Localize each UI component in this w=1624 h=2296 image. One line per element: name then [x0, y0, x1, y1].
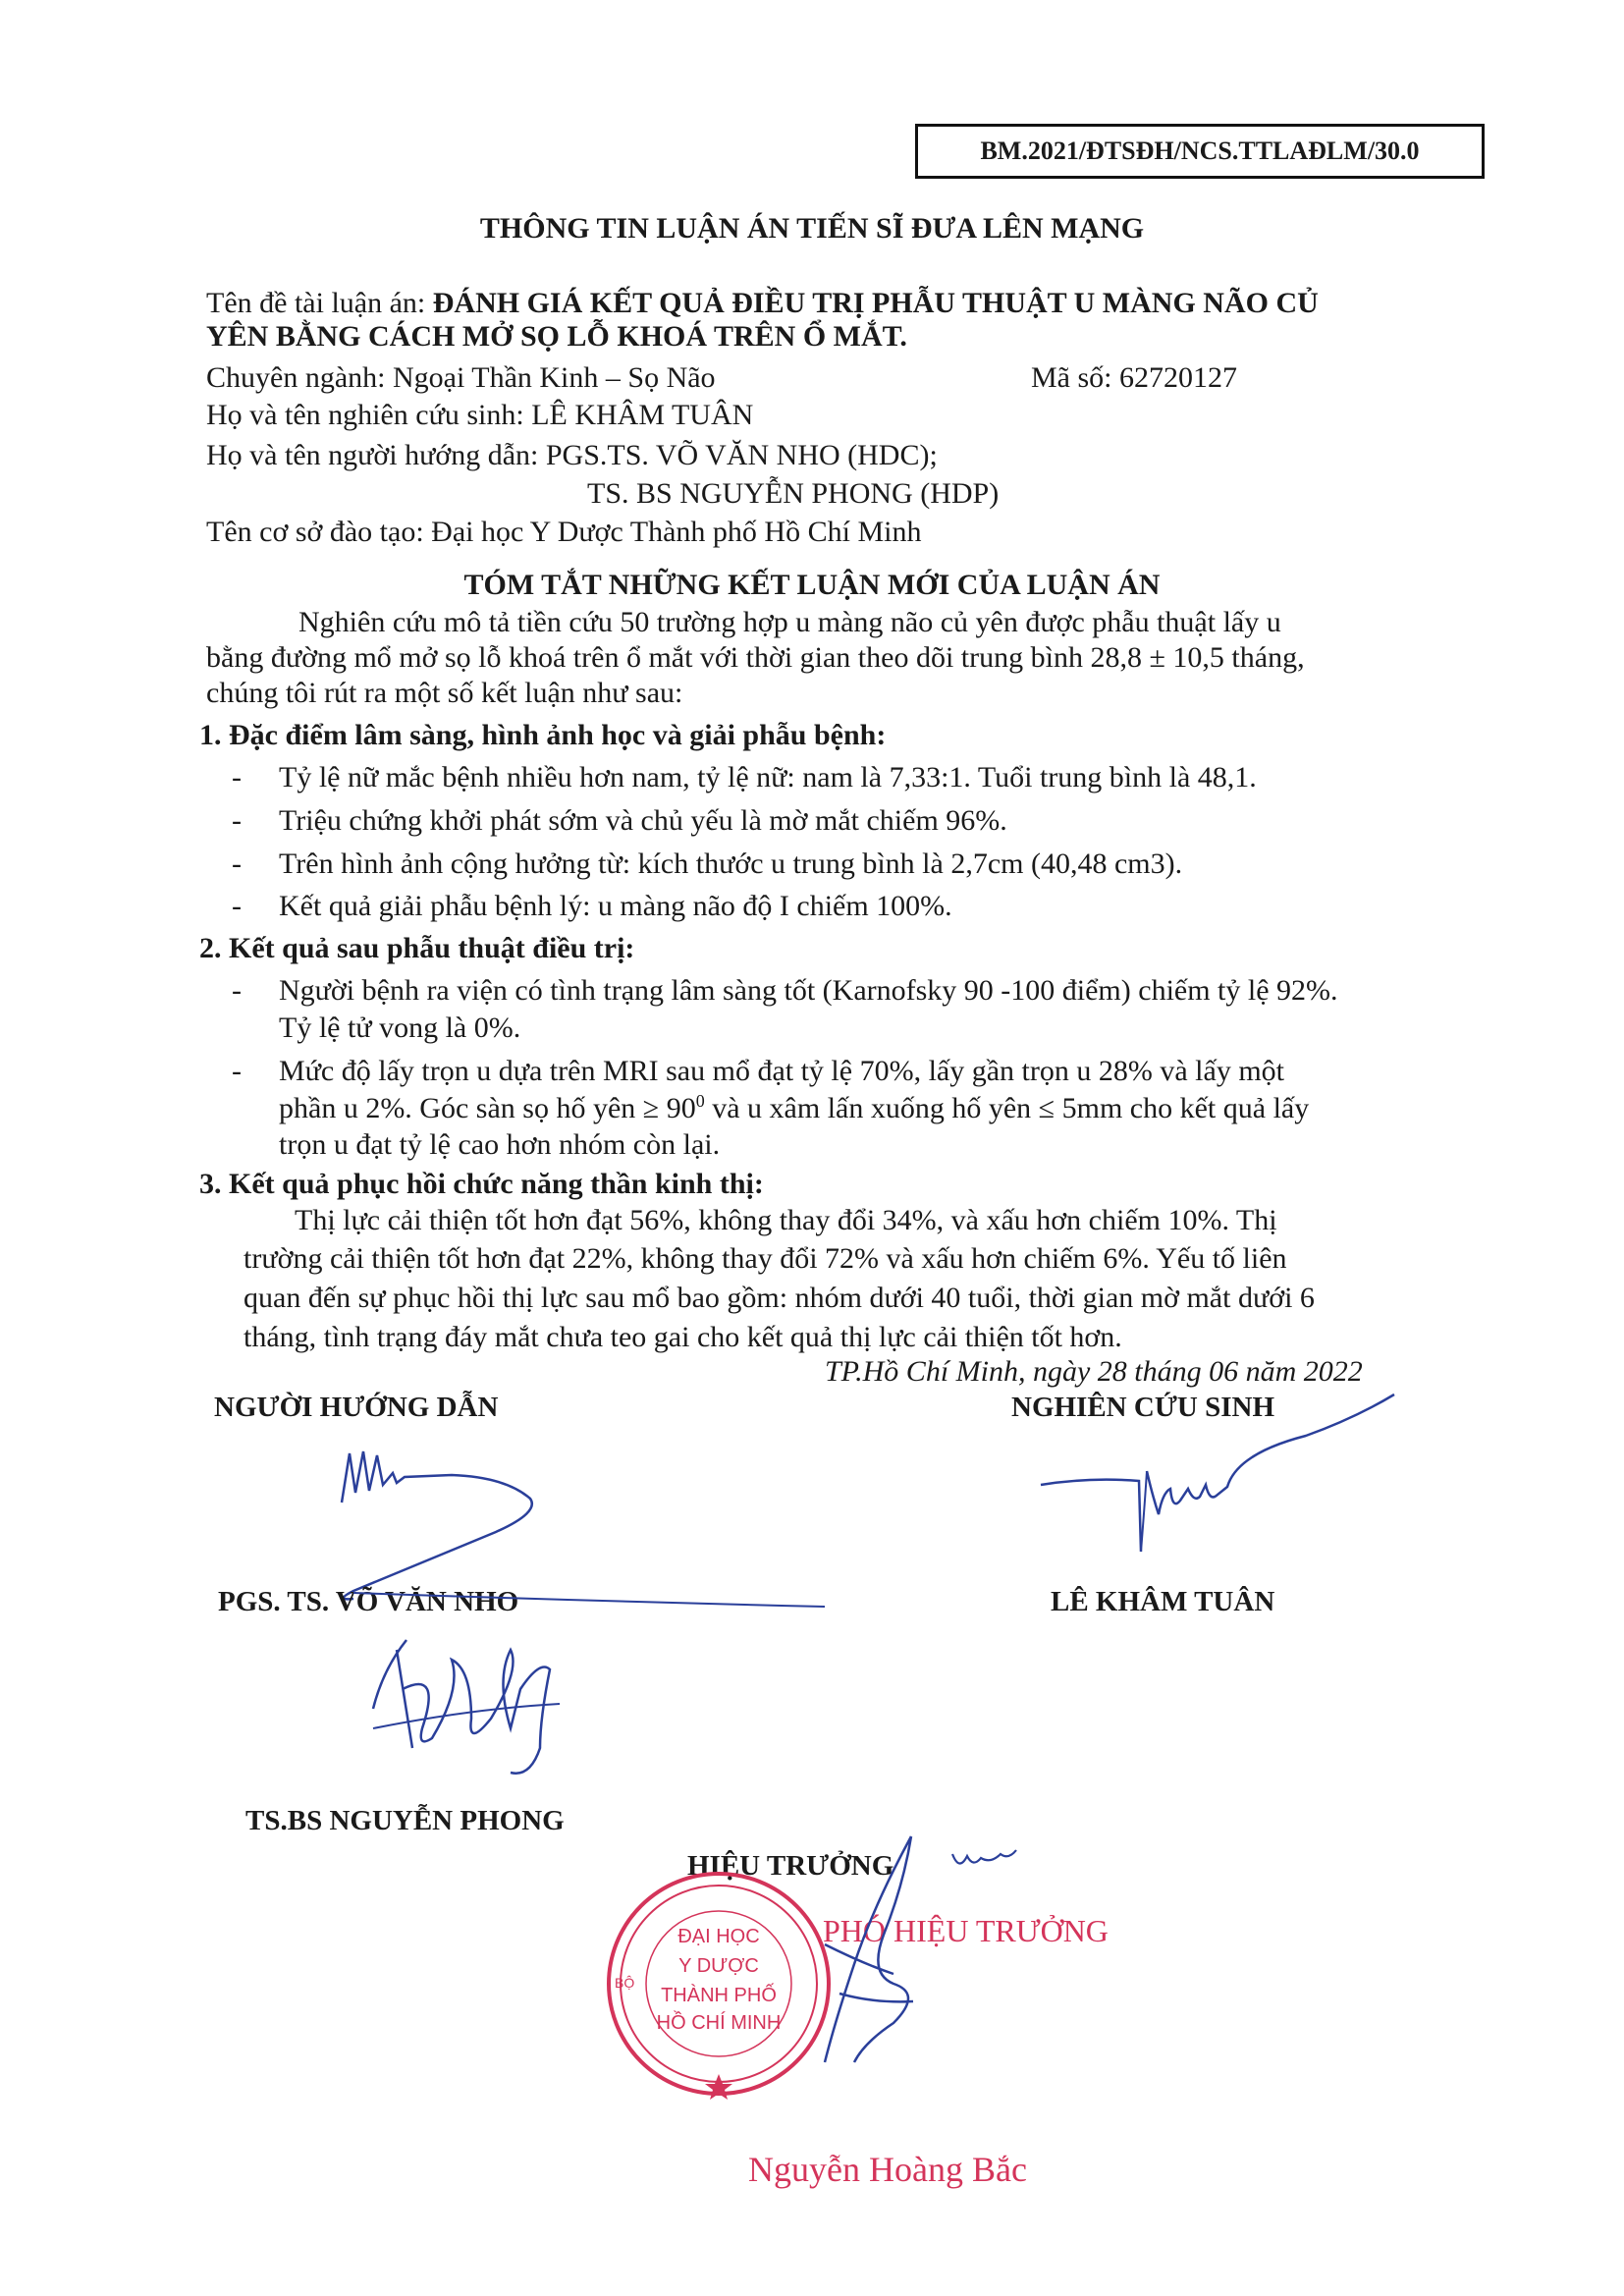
s3-line-1: Thị lực cải thiện tốt hơn đạt 56%, không thay đổi 34%, và xấu hơn chiếm 10%. Thị: [295, 1204, 1277, 1236]
thesis-title-text-2: YÊN BẰNG CÁCH MỞ SỌ LỖ KHOÁ TRÊN Ổ MẮT.: [206, 320, 907, 353]
s2-item-1-line-1: Người bệnh ra viện có tình trạng lâm sàng tốt (Karnofsky 90 -100 điểm) chiếm tỷ lệ 92%.: [279, 974, 1338, 1007]
major-code: Mã số: 62720127: [1031, 361, 1237, 394]
rector-heading: HIỆU TRƯỞNG: [687, 1850, 894, 1882]
s3-line-3: quan đến sự phục hồi thị lực sau mổ bao gồm: nhóm dưới 40 tuổi, thời gian mờ mắt dưới 6: [244, 1282, 1315, 1314]
thesis-title-text-1: ĐÁNH GIÁ KẾT QUẢ ĐIỀU TRỊ PHẪU THUẬT U MÀNG NÃO CỦ: [432, 287, 1319, 319]
form-code-box: [915, 124, 1485, 179]
s1-item-4: Kết quả giải phẫu bệnh lý: u màng não độ I chiếm 100%.: [279, 890, 952, 922]
supervisor1-name: PGS. TS. VÕ VĂN NHO: [218, 1586, 519, 1617]
student-heading: NGHIÊN CỨU SINH: [1011, 1392, 1275, 1423]
seal-edge-text: BỘ: [615, 1975, 635, 1991]
supervisor-heading: NGƯỜI HƯỚNG DẪN: [214, 1392, 499, 1423]
s2-item-2-line-2: [279, 1091, 1309, 1125]
place-date: TP.Hồ Chí Minh, ngày 28 tháng 06 năm 2022: [825, 1355, 1363, 1388]
s2-item-2-line-1: Mức độ lấy trọn u dựa trên MRI sau mổ đạt tỷ lệ 70%, lấy gần trọn u 28% và lấy một: [279, 1055, 1284, 1087]
seal-star-icon: [705, 2074, 732, 2100]
degree-superscript: 0: [695, 1091, 705, 1111]
thesis-title-label: Tên đề tài luận án:: [206, 287, 426, 319]
vice-rector-stamp: PHÓ HIỆU TRƯỞNG: [823, 1913, 1109, 1948]
form-code: BM.2021/ĐTSĐH/NCS.TTLAĐLM/30.0: [980, 137, 1420, 165]
rector-initial-mark: [947, 1844, 1026, 1884]
major: Chuyên ngành: Ngoại Thần Kinh – Sọ Não: [206, 361, 716, 394]
bullet-dash: -: [232, 761, 242, 793]
intro-line-3: chúng tôi rút ra một số kết luận như sau:: [206, 677, 683, 709]
bullet-dash: -: [232, 804, 242, 837]
summary-heading: TÓM TẮT NHỮNG KẾT LUẬN MỚI CỦA LUẬN ÁN: [463, 569, 1161, 601]
bullet-dash: -: [232, 890, 242, 922]
rector-name: Nguyễn Hoàng Bắc: [748, 2150, 1027, 2189]
intro-line-1: Nghiên cứu mô tả tiền cứu 50 trường hợp u màng não củ yên được phẫu thuật lấy u: [298, 606, 1281, 638]
supervisor2-signature: [324, 1581, 835, 1777]
s1-item-1: Tỷ lệ nữ mắc bệnh nhiều hơn nam, tỷ lệ nữ: nam là 7,33:1. Tuổi trung bình là 48,1.: [279, 761, 1257, 793]
institution: Tên cơ sở đào tạo: Đại học Y Dược Thành phố Hồ Chí Minh: [206, 516, 922, 548]
s3-line-2: trường cải thiện tốt hơn đạt 22%, không thay đổi 72% và xấu hơn chiếm 6%. Yếu tố liên: [244, 1242, 1287, 1275]
bullet-dash: -: [232, 847, 242, 880]
bullet-dash: -: [232, 974, 242, 1007]
supervisor-line2: TS. BS NGUYỄN PHONG (HDP): [587, 477, 1000, 510]
s2-item-2-text-a: phần u 2%. Góc sàn sọ hố yên ≥ 90: [279, 1092, 696, 1124]
s2-item-2-line-3: trọn u đạt tỷ lệ cao hơn nhóm còn lại.: [279, 1128, 721, 1161]
supervisor-line1: Họ và tên người hướng dẫn: PGS.TS. VÕ VĂN NHO (HDC);: [206, 439, 938, 471]
bullet-dash: -: [232, 1055, 242, 1087]
rector-signature: [746, 1827, 943, 2082]
thesis-title-line1: [206, 287, 1319, 320]
section-3-heading: 3. Kết quả phục hồi chức năng thần kinh thị:: [199, 1168, 764, 1200]
seal-line-2: Y DƯỢC: [678, 1955, 759, 1977]
s1-item-2: Triệu chứng khởi phát sớm và chủ yếu là mờ mắt chiếm 96%.: [279, 804, 1007, 837]
intro-line-2: bằng đường mổ mở sọ lỗ khoá trên ổ mắt với thời gian theo dõi trung bình 28,8 ± 10,5 tháng,: [206, 641, 1305, 674]
section-2-heading: 2. Kết quả sau phẫu thuật điều trị:: [199, 932, 635, 964]
student-signature: [1031, 1394, 1443, 1571]
seal-line-3: THÀNH PHỐ: [661, 1985, 777, 2006]
section-1-heading: 1. Đặc điểm lâm sàng, hình ảnh học và giải phẫu bệnh:: [199, 719, 887, 751]
s3-line-4: tháng, tình trạng đáy mắt chưa teo gai cho kết quả thị lực cải thiện tốt hơn.: [244, 1321, 1122, 1353]
seal-line-1: ĐẠI HỌC: [677, 1926, 760, 1947]
supervisor2-name: TS.BS NGUYỄN PHONG: [245, 1805, 565, 1836]
s2-item-2-text-b: và u xâm lấn xuống hố yên ≤ 5mm cho kết quả lấy: [704, 1092, 1310, 1124]
student-name: LÊ KHÂM TUÂN: [1051, 1586, 1275, 1617]
document-title: THÔNG TIN LUẬN ÁN TIẾN SĨ ĐƯA LÊN MẠNG: [479, 212, 1145, 245]
s1-item-3: Trên hình ảnh cộng hưởng từ: kích thước u trung bình là 2,7cm (40,48 cm3).: [279, 847, 1183, 880]
student-info: Họ và tên nghiên cứu sinh: LÊ KHÂM TUÂN: [206, 399, 754, 431]
s2-item-1-line-2: Tỷ lệ tử vong là 0%.: [279, 1011, 521, 1044]
seal-line-4: HỒ CHÍ MINH: [656, 2012, 782, 2034]
